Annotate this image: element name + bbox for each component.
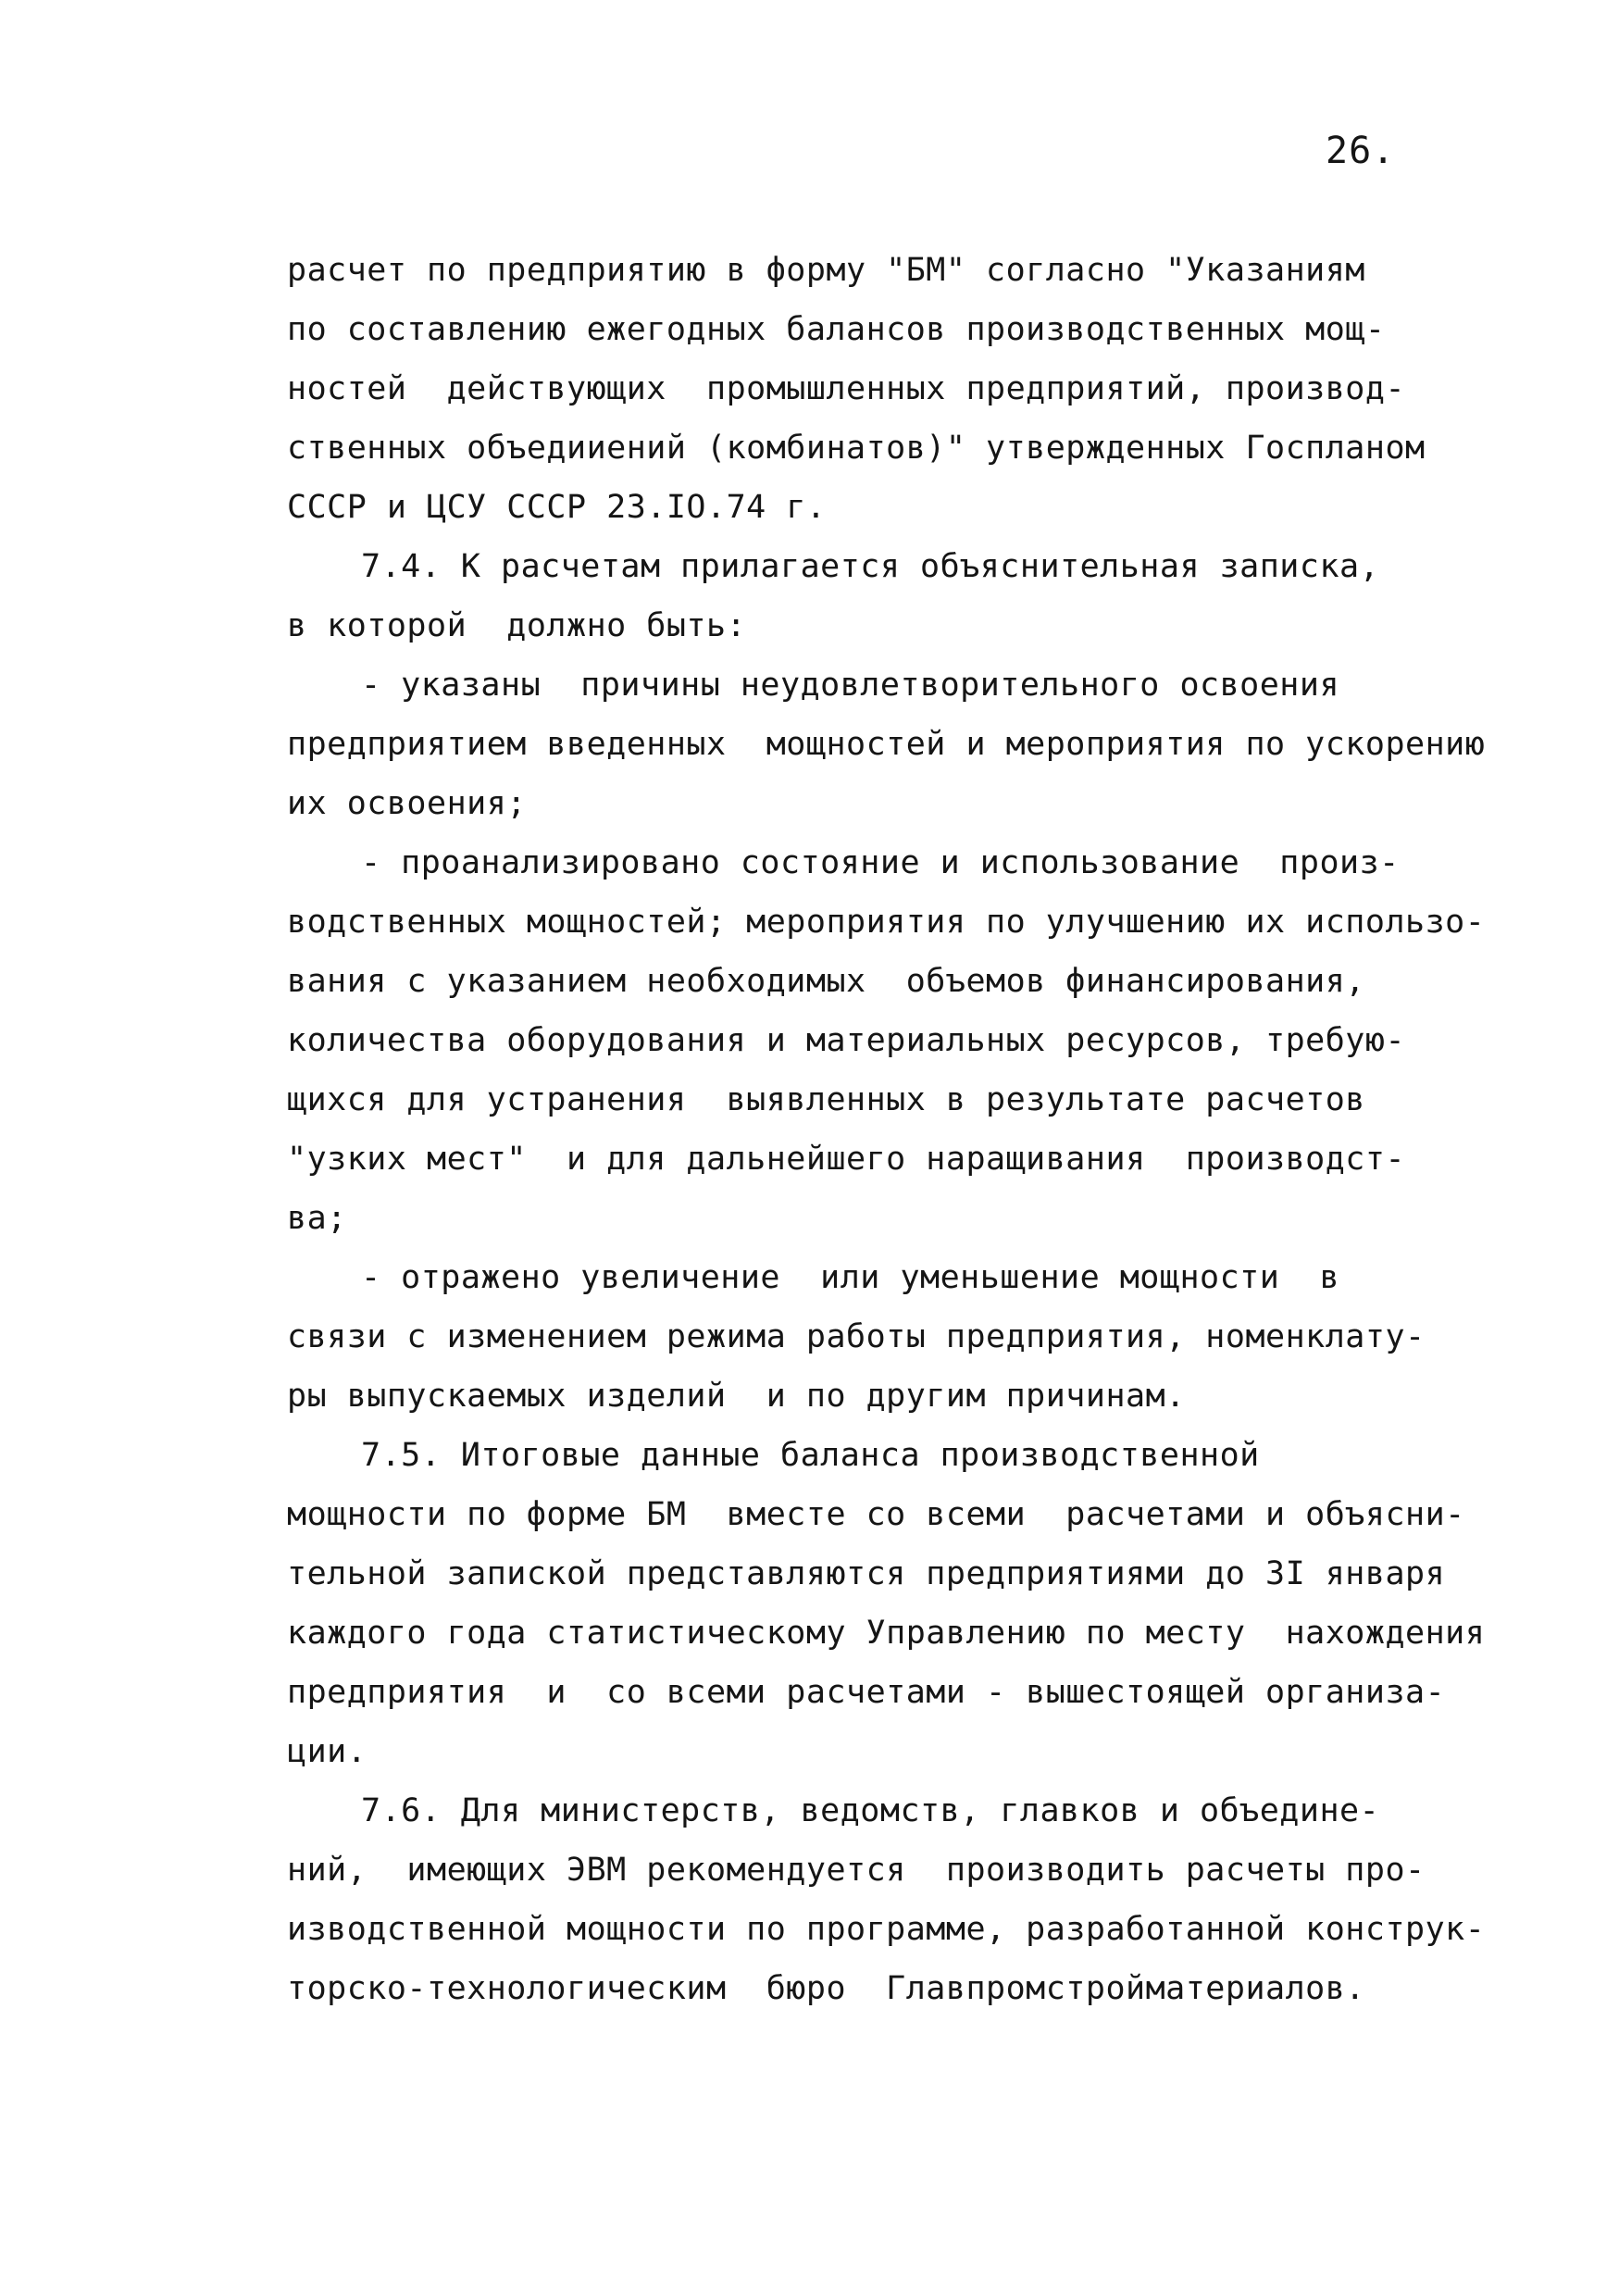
list-item-start: - отражено увеличение или уменьшение мощности в	[361, 1259, 1340, 1296]
text-line: торско-технологическим бюро Главпромстройматериалов.	[287, 1970, 1365, 2007]
text-line: щихся для устранения выявленных в результате расчетов	[287, 1081, 1365, 1118]
list-item-start: - указаны причины неудовлетворительного освоения	[361, 667, 1340, 704]
text-line: СССР и ЦСУ СССР 23.IO.74 г.	[287, 489, 827, 526]
text-line: вания с указанием необходимых объемов финансирования,	[287, 963, 1365, 1000]
text-line: "узких мест" и для дальнейшего наращивания производст-	[287, 1141, 1406, 1178]
text-line: водственных мощностей; мероприятия по улучшению их использо-	[287, 904, 1486, 941]
text-line: их освоения;	[287, 785, 527, 822]
text-line: ственных объедииений (комбинатов)" утвержденных Госпланом	[287, 430, 1426, 467]
text-line: изводственной мощности по программе, разработанной конструк-	[287, 1911, 1486, 1948]
text-line: ностей действующих промышленных предприятий, производ-	[287, 370, 1406, 407]
paragraph-7-6-start: 7.6. Для министерств, ведомств, главков и объедине-	[361, 1792, 1380, 1829]
text-line: мощности по форме БМ вместе со всеми расчетами и объясни-	[287, 1496, 1465, 1533]
text-line: ции.	[287, 1733, 367, 1770]
text-line: ва;	[287, 1200, 347, 1237]
text-line: по составлению ежегодных балансов производственных мощ-	[287, 311, 1386, 348]
text-line: в которой должно быть:	[287, 607, 747, 644]
text-line: ний, имеющих ЭВМ рекомендуется производить расчеты про-	[287, 1852, 1426, 1889]
text-line: предприятия и со всеми расчетами - вышестоящей организа-	[287, 1674, 1446, 1711]
text-line: количества оборудования и материальных ресурсов, требую-	[287, 1022, 1406, 1059]
text-line: ры выпускаемых изделий и по другим причинам.	[287, 1378, 1186, 1415]
text-line: связи с изменением режима работы предприятия, номенклату-	[287, 1318, 1426, 1355]
text-line: каждого года статистическому Управлению по месту нахождения	[287, 1615, 1486, 1652]
text-line: расчет по предприятию в форму "БМ" согласно "Указаниям	[287, 252, 1365, 289]
page-number: 26.	[1326, 130, 1396, 172]
text-line: тельной запиской представляются предприятиями до 3I января	[287, 1555, 1446, 1592]
paragraph-7-5-start: 7.5. Итоговые данные баланса производственной	[361, 1437, 1260, 1474]
list-item-start: - проанализировано состояние и использование произ-	[361, 844, 1400, 881]
document-body	[287, 241, 1486, 2018]
text-line: предприятием введенных мощностей и мероприятия по ускорению	[287, 726, 1486, 763]
paragraph-7-4-start: 7.4. К расчетам прилагается объяснительная записка,	[361, 548, 1380, 585]
